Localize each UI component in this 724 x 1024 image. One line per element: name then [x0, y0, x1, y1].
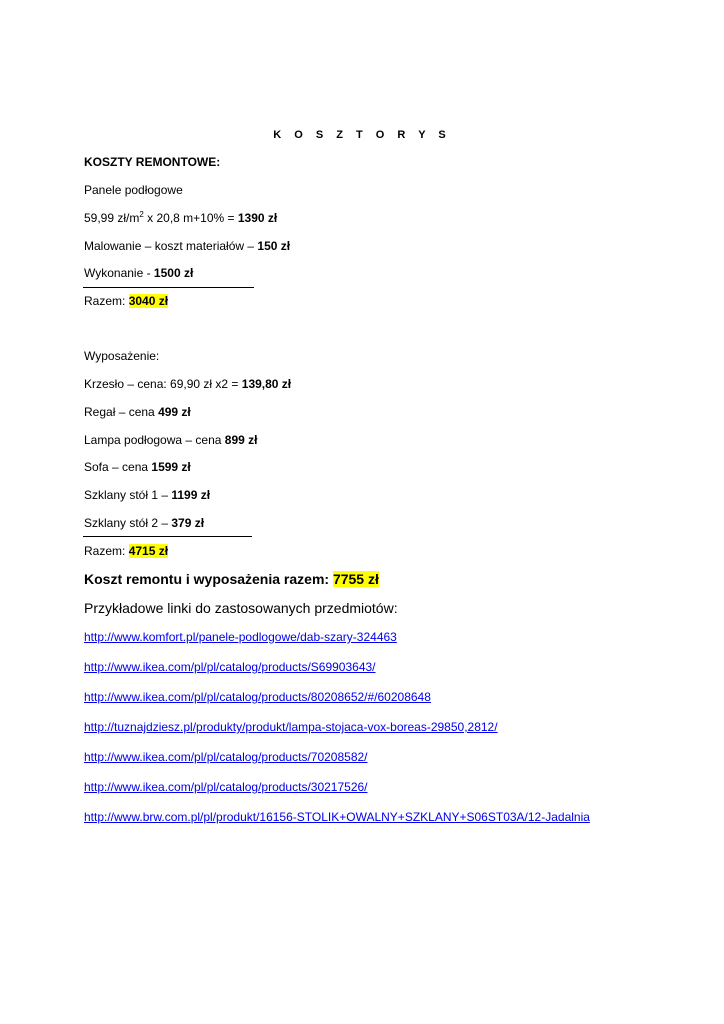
malowanie-line: Malowanie – koszt materiałów – 150 zł	[84, 239, 291, 253]
total-value: 7755 zł	[332, 571, 379, 587]
wyposazenie-razem-value: 4715 zł	[128, 544, 169, 558]
remont-heading: KOSZTY REMONTOWE:	[84, 155, 221, 169]
wyposazenie-item: Sofa – cena 1599 zł	[84, 460, 191, 474]
wyposazenie-razem: Razem: 4715 zł	[84, 544, 169, 558]
links-intro: Przykładowe linki do zastosowanych przedmiotów:	[84, 600, 398, 616]
document-title: K O S Z T O R Y S	[273, 129, 451, 141]
remont-sum-rule	[83, 287, 254, 288]
wykonanie-line: Wykonanie - 1500 zł	[84, 266, 194, 280]
product-link[interactable]: http://www.ikea.com/pl/pl/catalog/products/80208652/#/60208648	[84, 690, 431, 704]
product-link[interactable]: http://tuznajdziesz.pl/produkty/produkt/lampa-stojaca-vox-boreas-29850,2812/	[84, 720, 498, 734]
product-link[interactable]: http://www.ikea.com/pl/pl/catalog/products/30217526/	[84, 780, 368, 794]
panele-calc: 59,99 $zł/m^2$ x 20,8 m+10% = 1390 zł	[84, 210, 278, 225]
panele-label: Panele podłogowe	[84, 183, 183, 197]
wyposazenie-item: Szklany stół 1 – 1199 zł	[84, 488, 211, 502]
product-link[interactable]: http://www.brw.com.pl/pl/produkt/16156-STOLIK+OWALNY+SZKLANY+S06ST03A/12-Jadalnia	[84, 810, 590, 824]
product-link[interactable]: http://www.ikea.com/pl/pl/catalog/products/S69903643/	[84, 660, 376, 674]
wyposazenie-sum-rule	[83, 536, 252, 537]
wyposazenie-item: Regał – cena 499 zł	[84, 405, 191, 419]
wyposazenie-item: Szklany stół 2 – 379 zł	[84, 516, 205, 530]
remont-razem: Razem: 3040 zł	[84, 294, 169, 308]
total-summary: Koszt remontu i wyposażenia razem: 7755 zł	[84, 571, 379, 587]
wyposazenie-item: Lampa podłogowa – cena 899 zł	[84, 433, 258, 447]
wyposazenie-heading: Wyposażenie:	[84, 349, 160, 363]
remont-razem-value: 3040 zł	[128, 294, 169, 308]
product-link[interactable]: http://www.komfort.pl/panele-podlogowe/dab-szary-324463	[84, 630, 397, 644]
wyposazenie-item: Krzesło – cena: 69,90 zł x2 = 139,80 zł	[84, 377, 292, 391]
product-link[interactable]: http://www.ikea.com/pl/pl/catalog/products/70208582/	[84, 750, 368, 764]
